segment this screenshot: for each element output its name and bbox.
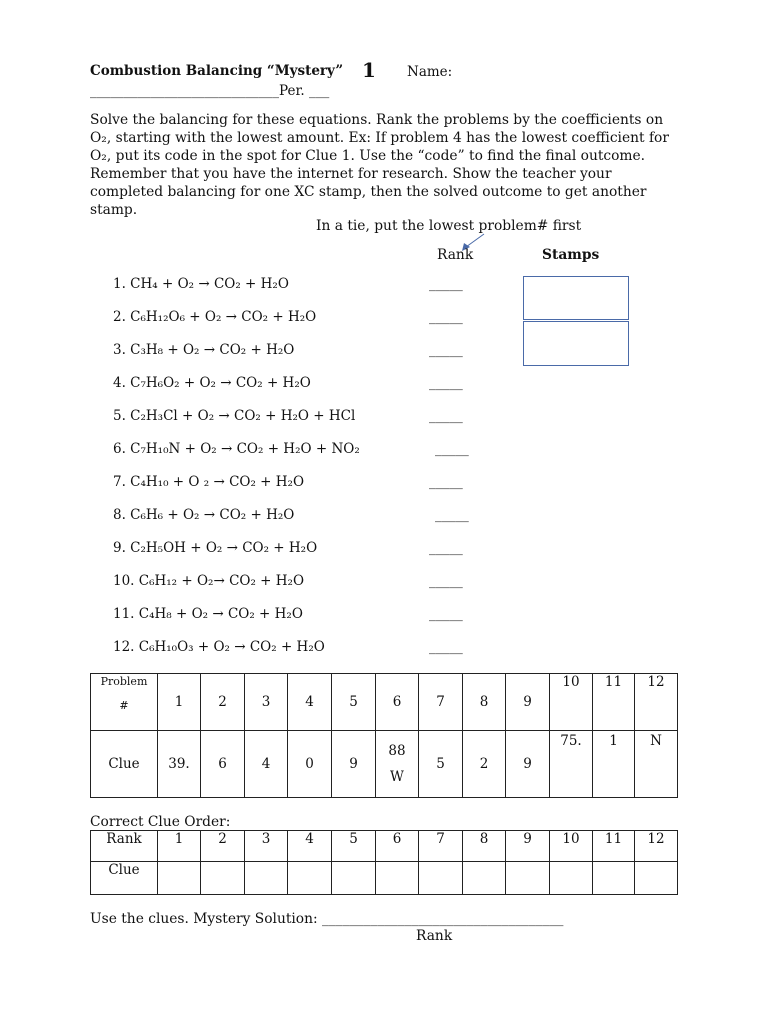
problem-6: 6. C₇H₁₀N + O₂ → CO₂ + H₂O + NO₂ [113, 441, 360, 457]
order-clue-cell[interactable] [332, 862, 376, 895]
order-clue-cell[interactable] [635, 862, 678, 895]
clue-5: 9 [332, 731, 376, 798]
rank-blank-1[interactable]: _____ [429, 276, 463, 292]
clue-12: N [635, 731, 678, 798]
mystery-solution-line[interactable]: Use the clues. Mystery Solution: ___________________________________ [90, 911, 564, 927]
rank-blank-3[interactable]: _____ [429, 342, 463, 358]
clue-11: 1 [593, 731, 635, 798]
clue-2: 6 [201, 731, 245, 798]
problem-num-9: 9 [506, 674, 550, 731]
clue-label: Clue [91, 731, 158, 798]
problem-num-4: 4 [288, 674, 332, 731]
stamp-box-2 [523, 321, 629, 366]
problem-num-5: 5 [332, 674, 376, 731]
worksheet-number: 1 [362, 58, 376, 82]
clue-10: 75. [550, 731, 593, 798]
problem-label-cell [91, 674, 158, 731]
clue-6-cell [376, 731, 419, 798]
rank-num-10: 10 [550, 831, 593, 862]
problem-2: 2. C₆H₁₂O₆ + O₂ → CO₂ + H₂O [113, 309, 317, 325]
rank-num-9: 9 [506, 831, 550, 862]
tie-note: In a tie, put the lowest problem# first [316, 218, 582, 234]
problem-12: 12. C₆H₁₀O₃ + O₂ → CO₂ + H₂O [113, 639, 325, 655]
rank-num-7: 7 [419, 831, 463, 862]
rank-num-8: 8 [463, 831, 506, 862]
problem-3: 3. C₃H₈ + O₂ → CO₂ + H₂O [113, 342, 295, 358]
clue-9: 9 [506, 731, 550, 798]
order-clue-cell[interactable] [593, 862, 635, 895]
rank-num-11: 11 [593, 831, 635, 862]
rank-num-12: 12 [635, 831, 678, 862]
instructions: Solve the balancing for these equations. Rank the problems by the coefficients on O₂, starting with the lowest amount. Ex: If problem 4 has the lowest coefficient for O₂, put its code in the spot for Clue 1. Use the “code” to find the final outcome. Remember that you have the internet for research. Show the teacher your completed balancing for one XC stamp, then the solved outcome to get another stamp. [90, 112, 669, 218]
clue-7: 5 [419, 731, 463, 798]
order-clue-cell[interactable] [463, 862, 506, 895]
problem-num-7: 7 [419, 674, 463, 731]
order-table [90, 830, 678, 895]
rank-num-3: 3 [245, 831, 288, 862]
rank-header: Rank [437, 247, 474, 263]
order-clue-cell[interactable] [245, 862, 288, 895]
rank-num-6: 6 [376, 831, 419, 862]
problem-num-10: 10 [550, 674, 593, 731]
rank-blank-2[interactable]: _____ [429, 309, 463, 325]
rank-blank-11[interactable]: _____ [429, 606, 463, 622]
stamps-header: Stamps [542, 247, 600, 263]
problem-10: 10. C₆H₁₂ + O₂→ CO₂ + H₂O [113, 573, 305, 589]
problem-hash-label: # [119, 699, 129, 712]
period-line: ____________________________Per. ___ [90, 83, 330, 99]
clue-4: 0 [288, 731, 332, 798]
rank-blank-12[interactable]: _____ [429, 639, 463, 655]
problem-11: 11. C₄H₈ + O₂ → CO₂ + H₂O [113, 606, 303, 622]
order-clue-cell[interactable] [201, 862, 245, 895]
clue-1: 39. [158, 731, 201, 798]
problem-num-8: 8 [463, 674, 506, 731]
order-clue-cell[interactable] [419, 862, 463, 895]
problem-7: 7. C₄H₁₀ + O ₂ → CO₂ + H₂O [113, 474, 305, 490]
clue-table [90, 673, 678, 798]
problem-8: 8. C₆H₆ + O₂ → CO₂ + H₂O [113, 507, 295, 523]
problem-num-11: 11 [593, 674, 635, 731]
order-clue-cell[interactable] [376, 862, 419, 895]
rank-num-5: 5 [332, 831, 376, 862]
problem-label: Problem [100, 675, 148, 688]
clue-3: 4 [245, 731, 288, 798]
rank-label: Rank [91, 831, 158, 862]
order-clue-cell[interactable] [506, 862, 550, 895]
problem-9: 9. C₂H₅OH + O₂ → CO₂ + H₂O [113, 540, 318, 556]
rank-blank-4[interactable]: _____ [429, 375, 463, 391]
rank-blank-7[interactable]: _____ [429, 474, 463, 490]
clue-order-label: Correct Clue Order: [90, 814, 231, 830]
order-clue-cell[interactable] [158, 862, 201, 895]
problem-1: 1. CH₄ + O₂ → CO₂ + H₂O [113, 276, 289, 292]
rank-num-2: 2 [201, 831, 245, 862]
problem-num-3: 3 [245, 674, 288, 731]
rank-blank-10[interactable]: _____ [429, 573, 463, 589]
rank-blank-5[interactable]: _____ [429, 408, 463, 424]
problem-5: 5. C₂H₃Cl + O₂ → CO₂ + H₂O + HCl [113, 408, 356, 424]
problem-num-12: 12 [635, 674, 678, 731]
problem-num-2: 2 [201, 674, 245, 731]
stamp-box-1 [523, 276, 629, 320]
rank-num-4: 4 [288, 831, 332, 862]
rank-num-1: 1 [158, 831, 201, 862]
rank-blank-8[interactable]: _____ [435, 507, 469, 523]
problem-4: 4. C₇H₆O₂ + O₂ → CO₂ + H₂O [113, 375, 311, 391]
name-label: Name: [407, 64, 453, 80]
footer-rank-label: Rank [416, 928, 453, 944]
order-clue-cell[interactable] [288, 862, 332, 895]
worksheet-title: Combustion Balancing “Mystery” [90, 63, 344, 79]
clue-6: 88 [388, 743, 406, 759]
rank-blank-9[interactable]: _____ [429, 540, 463, 556]
rank-blank-6[interactable]: _____ [435, 441, 469, 457]
clue-6-second: W [390, 769, 404, 785]
problem-num-1: 1 [158, 674, 201, 731]
order-clue-cell[interactable] [550, 862, 593, 895]
order-clue-label: Clue [91, 862, 158, 895]
clue-8: 2 [463, 731, 506, 798]
problem-num-6: 6 [376, 674, 419, 731]
